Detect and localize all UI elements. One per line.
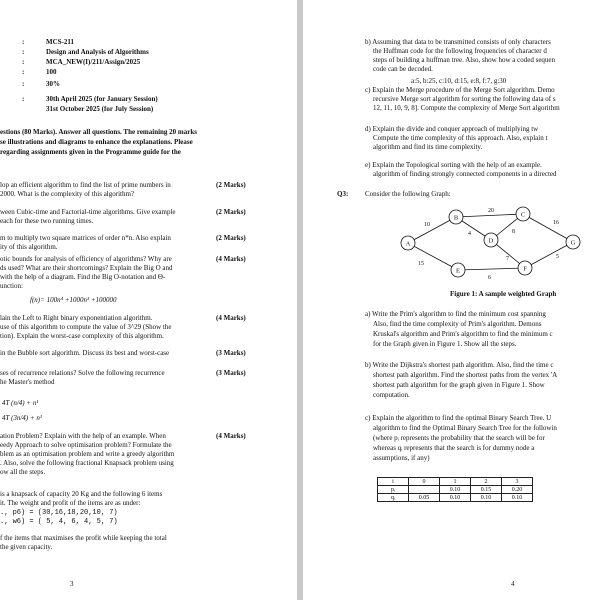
graph-edge [525,242,573,268]
part-qc-line: algorithm to find the Optimal Binary Search Tree for the followin [373,424,557,432]
due-date-january: 30th April 2025 (for January Session) [46,95,158,103]
edge-weight: 6 [488,275,491,281]
knapsack-line: the given capacity. [0,543,53,551]
part-qb-line: computation. [373,391,410,399]
node-label: B [453,214,459,222]
table-cell: 0.10 [502,494,533,502]
question-line: in the Bubble sort algorithm. Discuss its best and worst-case [0,349,170,357]
part-qc-line: (where pᵢ represents the probability that the search will be for [373,434,545,442]
edge-weight: 15 [418,261,424,267]
recurrence-1: 4T (n/4) + n¹ [2,399,39,407]
edge-weight: 8 [512,229,515,235]
question-3-text: Consider the following Graph: [365,190,451,198]
part-qb-line: b) Write the Dijkstra's shortest path algorithm. Also, find the time c [365,361,554,369]
part-qa-line: a) Write the Prim's algorithm to find the minimum cost spanning [365,310,546,318]
marks-label: (2 Marks) [216,208,246,216]
header-colon: : [22,48,25,56]
part-b-line: the Huffman code for the following frequencies of character d [373,47,547,55]
table-row [378,478,533,486]
question-line: . Also, solve the following fractional Knapsack problem using [0,459,174,467]
table-cell: qᵢ [378,494,409,502]
knapsack-line: it. The weight and profit of the items are as under: [0,499,141,507]
edge-weight: 7 [506,256,509,262]
question-line: with the help of a diagram. Find the Big O-notation and Θ- [0,273,166,281]
question-line: tion). Explain the worst-case complexity of this algorithm. [0,332,164,340]
table-cell: pᵢ [378,486,409,494]
page-number: 3 [70,580,74,588]
question-line: ds used? What are their shortcomings? Explain the Big O and [0,264,173,272]
node-label: G [570,239,576,247]
edge-weight: 16 [553,220,559,226]
node-label: C [520,211,526,219]
question-line: m to multiply two square matrices of order n*n. Also explain [0,234,171,242]
marks-label: (2 Marks) [216,181,246,189]
intro-line: regarding assignments given in the Programme guide for the [0,148,181,156]
part-qb-line: shortest path algorithm. Find the shortest paths from the vertex 'A [373,371,558,379]
question-line: ween Cubic-time and Factorial-time algorithms. Give example [0,208,176,216]
part-e-line: algorithm of finding strongly connected components in a directed [373,170,557,178]
table-row [378,486,533,494]
marks-label: (3 Marks) [216,369,246,377]
part-c-line: recursive Merge sort algorithm for sorting the following data of s [373,95,556,103]
question-line: blem as an optimisation problem and write a greedy algorithm [0,450,175,458]
table-row [378,494,533,502]
part-d-line: algorithm and find its time complexity. [373,143,483,151]
table-cell: 0.15 [471,486,502,494]
graph-edge [520,211,573,242]
table-cell: 0 [409,478,440,486]
header-colon: : [22,38,25,46]
intro-line: estions (80 Marks). Answer all questions. The remaining 20 marks [0,128,197,136]
course-code: MCS-211 [46,38,74,46]
table-cell: i [378,478,409,486]
part-b-line: steps of building a huffman tree. Also, show how a coded sequen [373,56,556,64]
table-cell: 0.20 [502,486,533,494]
knapsack-weights: ., w6) = ( 5, 4, 6, 4, 5, 7) [0,518,118,526]
question-line: each for these two running times. [0,217,94,225]
marks-label: (4 Marks) [216,314,246,322]
max-marks: 100 [46,68,57,76]
edge-weight: 20 [488,208,494,214]
graph-edge [458,268,525,270]
page-3 [0,0,297,600]
knapsack-line: f the items that maximises the profit while keeping the total [0,534,167,542]
table-cell: 2 [471,478,502,486]
part-b-line: code can be decoded. [373,65,433,73]
part-qc-line: assumptions, if any) [373,454,430,462]
marks-label: (3 Marks) [216,349,246,357]
table-cell [409,486,440,494]
assignment-number: MCA_NEW(I)/211/Assign/2025 [46,58,141,66]
due-date-july: 31st October 2025 (for July Session) [46,105,154,113]
node-label: F [523,265,527,273]
part-d-line: d) Explain the divide and conquer approach of multiplying tw [365,125,539,133]
knapsack-line: is a knapsack of capacity 20 Kg and the following 6 items [0,490,163,498]
edge-weight: 4 [468,231,471,237]
page-number: 4 [511,580,515,588]
header-colon: : [22,95,25,103]
table-cell: 0.10 [440,486,471,494]
marks-label: (4 Marks) [216,432,246,440]
question-line: ow all the steps. [0,468,46,476]
intro-line: se illustrations and diagrams to enhance the explanations. Please [0,138,193,146]
part-qb-line: shortest path algorithm for the graph given in Figure 1. Show [373,381,545,389]
figure-caption: Figure 1: A sample weighted Graph [450,290,557,298]
part-c-line: 12, 11, 10, 9, 8]. Compute the complexity of Merge Sort algorithm [373,104,560,112]
probability-table [377,477,533,502]
function-expression: f(n)= 100n⁴ +1000n³ +100000 [30,296,117,304]
marks-label: (4 Marks) [216,255,246,263]
question-line: ses of recurrence relations? Solve the following recurrence [0,369,165,377]
weightage: 30% [46,80,60,88]
edge-weight: 5 [556,254,559,260]
marks-label: (2 Marks) [216,234,246,242]
character-frequencies: a:5, b:25, c:10, d:15, e:8, f:7, g:30 [411,77,507,85]
part-qa-line: Kruskal's algorithm and Prim's algorithm to find the minimum c [373,330,553,338]
part-qa-line: Also, find the time complexity of Prim's algorithm. Demons [373,320,542,328]
part-qa-line: for the Graph given in Figure 1. Show all the steps. [373,340,517,348]
course-title: Design and Analysis of Algorithms [46,48,149,56]
header-colon: : [22,80,25,88]
node-label: E [456,267,460,275]
question-line: unction: [0,282,23,290]
graph-edge [408,217,456,243]
header-colon: : [22,68,25,76]
edge-weight: 10 [424,222,430,228]
question-3-label: Q3: [337,190,349,198]
table-cell: 0.10 [471,494,502,502]
table-cell: 3 [502,478,533,486]
node-label: D [488,237,494,245]
recurrence-2: 4T (3n/4) + n¹ [2,414,42,422]
part-b-line: b) Assuming that data to be transmitted consists of only characters [365,38,551,46]
part-qc-line: whereas qᵢ represents that the search is for dummy node a [373,444,535,452]
weighted-graph [388,200,593,290]
question-line: ation Problem? Explain with the help of an example. When [0,432,166,440]
header-colon: : [22,58,25,66]
part-d-line: Compute the time complexity of this approach. Also, explain t [373,134,548,142]
question-line: lop an efficient algorithm to find the list of prime numbers in [0,181,171,189]
table-cell: 0.10 [440,494,471,502]
part-qc-line: c) Explain the algorithm to find the optimal Binary Search Tree. U [365,414,552,422]
page-4 [303,0,600,600]
part-c-line: c) Explain the Merge procedure of the Merge Sort algorithm. Demo [365,86,555,94]
question-line: eedy Approach to solve optimisation problem? Formulate the [0,441,172,449]
question-line: use of this algorithm to compute the value of 3^29 (Show the [0,323,172,331]
graph-edge [405,240,458,270]
node-label: A [405,240,411,248]
part-e-line: e) Explain the Topological sorting with the help of an example. [365,161,542,169]
knapsack-profits: ., p6) = (30,16,18,20,10, 7) [0,509,118,517]
question-line: he Master's method [0,378,55,386]
question-line: lain the Left to Right binary exponentiation algorithm. [0,314,153,322]
question-line: ity of this algorithm. [0,243,58,251]
question-line: 2000. What is the complexity of this algorithm? [0,190,135,198]
question-line: otic bounds for analysis of efficiency of algorithms? Why are [0,255,172,263]
table-cell: 0.05 [409,494,440,502]
table-cell: 1 [440,478,471,486]
